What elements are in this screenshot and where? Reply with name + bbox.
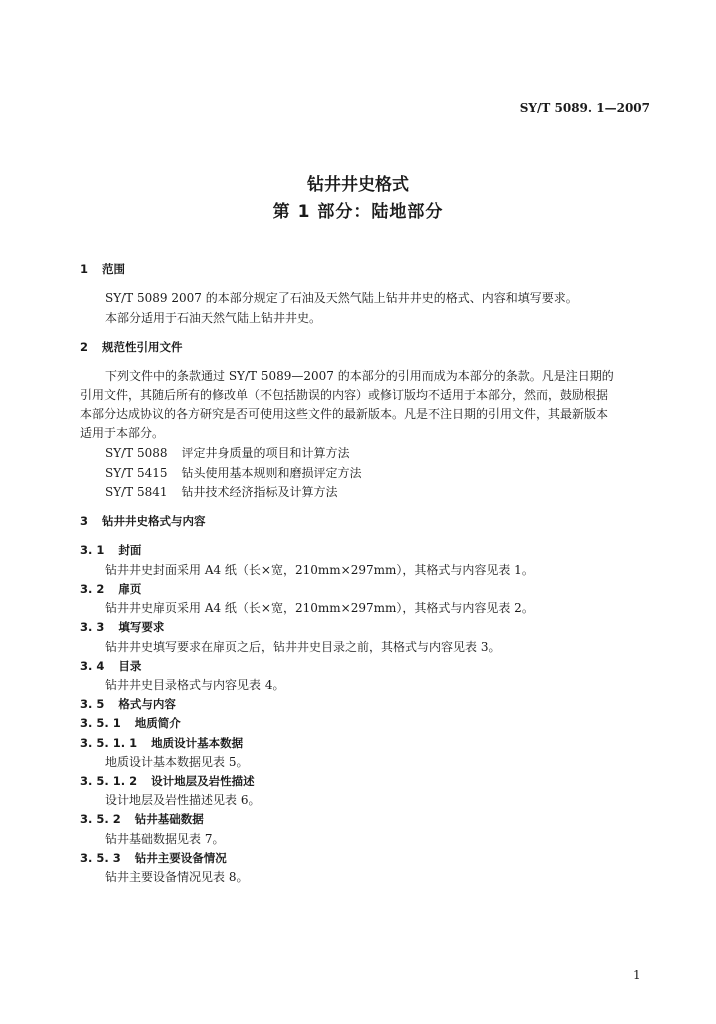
reference-item <box>105 485 716 500</box>
section-title: 目录 <box>118 659 142 673</box>
section-title: 钻井主要设备情况 <box>134 851 227 865</box>
section-number: 3. 5. 1 <box>80 716 121 730</box>
paragraph: 地质设计基本数据见表 5。 <box>105 755 249 769</box>
subsection-heading <box>80 697 716 712</box>
section-number: 1 <box>80 262 89 276</box>
paragraph: 下列文件中的条款通过 SY/T 5089—2007 的本部分的引用而成为本部分的条款。凡是注日期的 <box>105 369 614 383</box>
section-title: 扉页 <box>118 582 142 596</box>
section-number: 3. 2 <box>80 582 105 596</box>
subsection-heading <box>80 774 716 789</box>
section-title: 钻井井史格式与内容 <box>102 514 206 528</box>
paragraph: 钻井井史目录格式与内容见表 4。 <box>105 678 285 692</box>
page-number: 1 <box>633 968 641 982</box>
section-1-heading <box>80 262 716 277</box>
reference-code: SY/T 5841 <box>105 485 168 499</box>
section-number: 3 <box>80 514 89 528</box>
reference-code: SY/T 5088 <box>105 446 168 460</box>
reference-title: 钻井技术经济指标及计算方法 <box>181 485 338 499</box>
section-title: 设计地层及岩性描述 <box>151 774 255 788</box>
section-title: 钻井基础数据 <box>134 812 204 826</box>
section-title: 封面 <box>118 543 142 557</box>
reference-code: SY/T 5415 <box>105 466 168 480</box>
section-title: 填写要求 <box>118 620 165 634</box>
paragraph: 适用于本部分。 <box>80 426 165 440</box>
section-number: 3. 3 <box>80 620 105 634</box>
subsection-heading <box>80 812 716 827</box>
document-title: 钻井井史格式 <box>307 175 409 195</box>
paragraph: 钻井主要设备情况见表 8。 <box>105 870 249 884</box>
reference-title: 评定井身质量的项目和计算方法 <box>181 446 350 460</box>
document-subtitle: 第 1 部分：陆地部分 <box>272 202 444 222</box>
subsection-heading <box>80 582 716 597</box>
section-title: 格式与内容 <box>118 697 176 711</box>
reference-item <box>105 446 716 461</box>
section-title: 地质简介 <box>134 716 181 730</box>
paragraph: 钻井井史填写要求在扉页之后，钻井井史目录之前，其格式与内容见表 3。 <box>105 640 501 654</box>
paragraph: 钻井基础数据见表 7。 <box>105 832 225 846</box>
subsection-heading <box>80 543 716 558</box>
section-number: 3. 5 <box>80 697 105 711</box>
paragraph: 钻井井史扉页采用 A4 纸（长×宽，210mm×297mm），其格式与内容见表 2。 <box>105 601 534 615</box>
section-title: 地质设计基本数据 <box>151 736 244 750</box>
paragraph: 本部分达成协议的各方研究是否可使用这些文件的最新版本。凡是不注日期的引用文件，其最新版本 <box>80 407 609 421</box>
subsection-heading <box>80 736 716 751</box>
section-title: 范围 <box>102 262 126 276</box>
section-2-heading <box>80 340 716 355</box>
section-number: 3. 5. 2 <box>80 812 121 826</box>
section-number: 2 <box>80 340 89 354</box>
section-number: 3. 5. 1. 1 <box>80 736 138 750</box>
section-3-heading <box>80 514 716 529</box>
section-number: 3. 4 <box>80 659 105 673</box>
reference-item <box>105 466 716 481</box>
standard-code: SY/T 5089. 1—2007 <box>519 101 650 115</box>
subsection-heading <box>80 716 716 731</box>
section-number: 3. 5. 1. 2 <box>80 774 138 788</box>
section-number: 3. 5. 3 <box>80 851 121 865</box>
paragraph: 钻井井史封面采用 A4 纸（长×宽，210mm×297mm），其格式与内容见表 1。 <box>105 563 534 577</box>
section-title: 规范性引用文件 <box>102 340 183 354</box>
paragraph: 本部分适用于石油天然气陆上钻井井史。 <box>105 311 322 325</box>
subsection-heading <box>80 659 716 674</box>
subsection-heading <box>80 851 716 866</box>
subsection-heading <box>80 620 716 635</box>
reference-title: 钻头使用基本规则和磨损评定方法 <box>181 466 362 480</box>
section-number: 3. 1 <box>80 543 105 557</box>
paragraph: 引用文件，其随后所有的修改单（不包括勘误的内容）或修订版均不适用于本部分，然而，鼓励根据 <box>80 388 609 402</box>
paragraph: SY/T 5089 2007 的本部分规定了石油及天然气陆上钻井井史的格式、内容和填写要求。 <box>105 291 578 305</box>
paragraph: 设计地层及岩性描述见表 6。 <box>105 793 261 807</box>
